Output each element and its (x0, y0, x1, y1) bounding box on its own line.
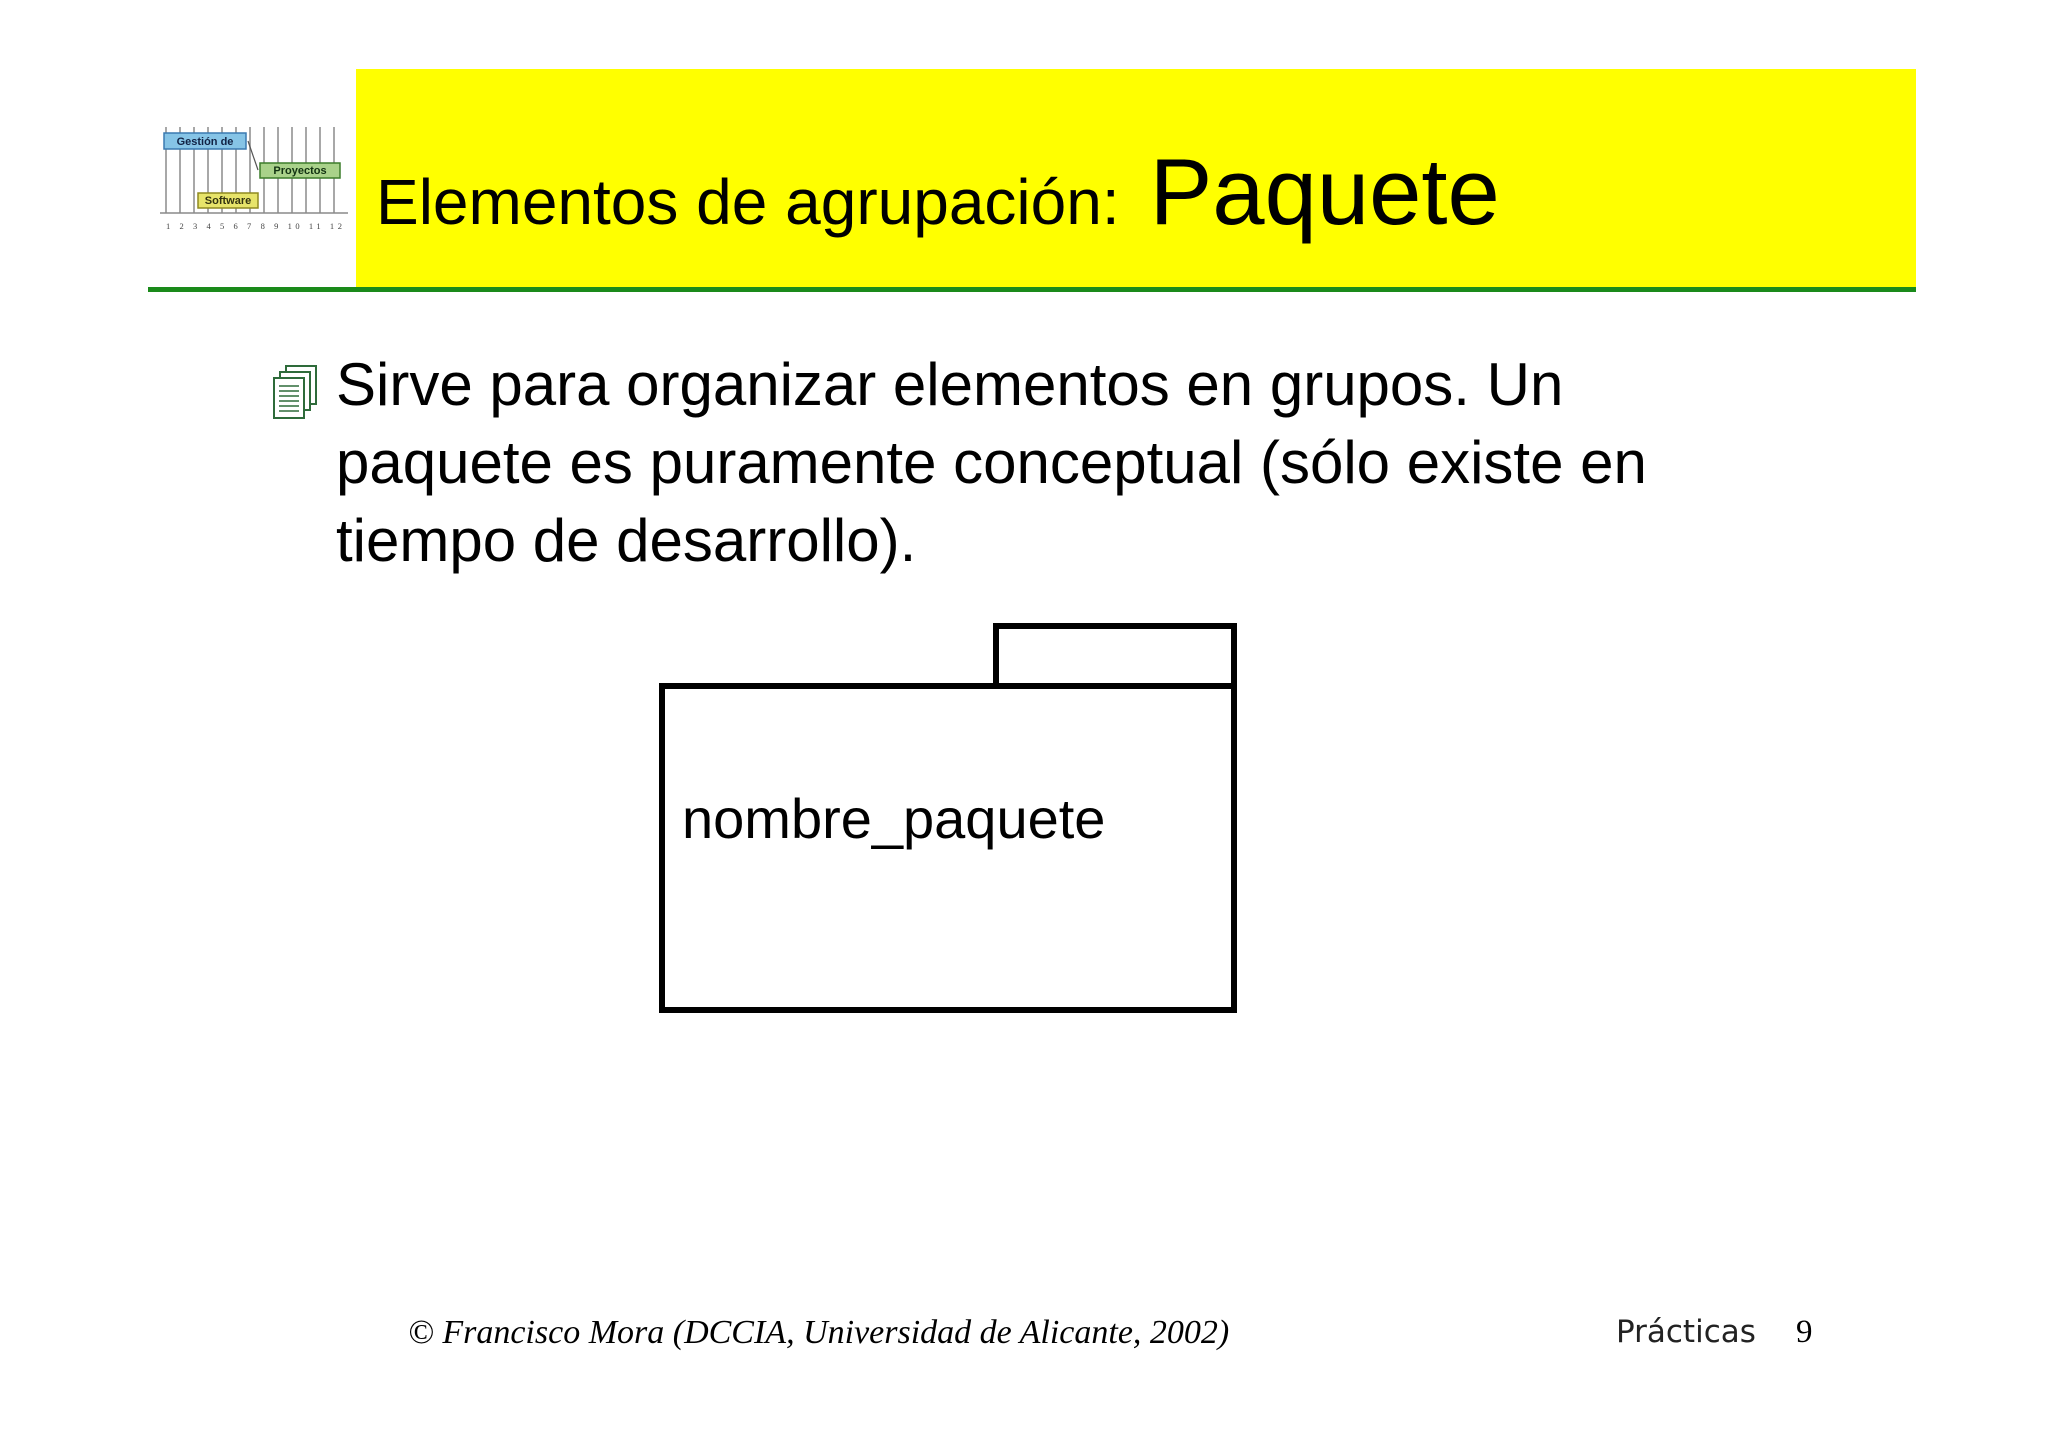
logo-label-mid: Proyectos (273, 165, 327, 177)
document-stack-icon (272, 364, 320, 420)
title-prefix: Elementos de agrupación: (376, 166, 1120, 238)
footer-copyright: © Francisco Mora (DCCIA, Universidad de Alicante, 2002) (408, 1314, 1230, 1351)
page-number: 9 (1796, 1314, 1813, 1350)
gestion-proyectos-logo (160, 125, 350, 235)
logo-label-bottom: Software (204, 195, 252, 207)
header-rule (148, 287, 1916, 292)
logo-axis-numbers: 1 2 3 4 5 6 7 8 9 10 11 12 (166, 221, 342, 231)
bullet-text: Sirve para organizar elementos en grupos. Un paquete es puramente conceptual (sólo existe en tiempo de desarrollo). (336, 351, 1647, 574)
logo-label-top: Gestión de (176, 136, 234, 148)
package-name: nombre_paquete (682, 787, 1106, 850)
footer-section: Prácticas (1616, 1314, 1756, 1350)
slide-title (376, 138, 1500, 248)
package-tab (996, 626, 1234, 686)
title-main: Paquete (1149, 139, 1500, 244)
